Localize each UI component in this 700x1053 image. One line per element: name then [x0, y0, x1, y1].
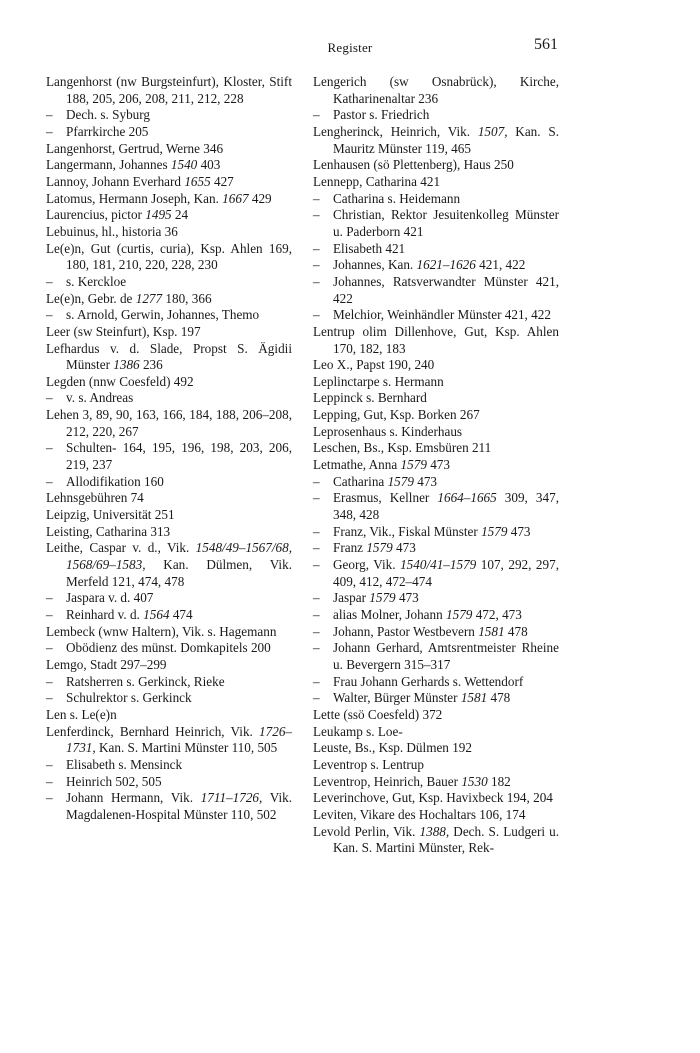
index-entry — [313, 390, 559, 407]
index-entry — [46, 341, 292, 374]
index-entry — [46, 291, 292, 308]
dash-marker: – — [46, 440, 53, 456]
entry-text: Letmathe, Anna — [313, 457, 401, 473]
index-entry — [313, 407, 559, 424]
entry-year: 1579 — [387, 473, 414, 489]
entry-year: 1579 — [400, 457, 427, 473]
dash-marker: – — [46, 773, 53, 789]
entry-text: Langenhorst (nw Burgsteinfurt), Kloster, Stift 188, 205, 206, 208, 211, 212, 228 — [46, 74, 292, 106]
entry-text: Christian, Rektor Jesuitenkolleg Münster u. Paderborn 421 — [333, 207, 559, 239]
entry-text: 472, 473 — [472, 607, 522, 622]
index-subentry — [46, 274, 292, 291]
entry-year: 1507, — [477, 123, 508, 139]
index-subentry — [313, 207, 559, 240]
entry-year: 1667 — [222, 190, 249, 206]
dash-marker: – — [46, 640, 53, 656]
entry-text: Lepping, Gut, Ksp. Borken 267 — [313, 407, 480, 423]
entry-year: 1540 — [170, 157, 198, 173]
dash-marker: – — [313, 607, 320, 622]
index-subentry — [46, 440, 292, 473]
index-entry — [46, 490, 292, 507]
dash-marker: – — [313, 640, 320, 656]
index-entry — [313, 757, 559, 774]
index-entry — [313, 807, 559, 824]
entry-year: 1579 — [366, 540, 393, 556]
entry-text: Le(e)n, Gut (curtis, curia), Ksp. Ahlen 169, 180, 181, 210, 220, 228, 230 — [46, 240, 292, 273]
index-entry — [313, 324, 559, 357]
index-subentry — [313, 607, 559, 624]
index-entry — [313, 724, 559, 741]
entry-text: Georg, Vik. — [333, 557, 401, 573]
entry-text: Lenferdinck, Bernhard Heinrich, Vik. — [46, 723, 260, 739]
index-subentry — [313, 690, 559, 707]
dash-marker: – — [46, 307, 53, 323]
entry-text: 403 — [197, 157, 221, 173]
entry-text: Langenhorst, Gertrud, Werne 346 — [46, 140, 224, 156]
entry-year: 1495 — [145, 207, 172, 223]
index-entry — [313, 790, 559, 807]
dash-marker: – — [313, 490, 320, 506]
index-subentry — [313, 524, 559, 541]
entry-year: 1711–1726, — [200, 790, 263, 806]
entry-text: 182 — [487, 773, 511, 789]
entry-text: Kan. Dülmen, Vik. Merfeld 121, 474, 478 — [66, 557, 292, 589]
entry-year: 1581 — [478, 623, 505, 639]
index-entry — [46, 657, 292, 674]
entry-year: 1726–1731, — [66, 723, 292, 756]
entry-text: Leverinchove, Gut, Ksp. Havixbeck 194, 204 — [313, 790, 553, 806]
entry-text: s. Arnold, Gerwin, Johannes, Themo — [66, 307, 260, 323]
entry-text: 427 — [210, 173, 234, 189]
entry-text: Johann Hermann, Vik. — [66, 790, 201, 806]
dash-marker: – — [313, 673, 320, 689]
dash-marker: – — [313, 590, 320, 606]
entry-text: Ratsherren s. Gerkinck, Rieke — [66, 673, 225, 689]
entry-text: 180, 366 — [162, 290, 212, 306]
entry-text: Johann Gerhard, Amtsrentmeister Rheine u. Bevergern 315–317 — [333, 640, 559, 672]
index-subentry — [46, 757, 292, 774]
entry-text: Lette (ssö Coesfeld) 372 — [313, 706, 443, 722]
entry-text: Legden (nnw Coesfeld) 492 — [46, 373, 194, 389]
index-entry — [313, 174, 559, 191]
entry-text: Elisabeth 421 — [333, 240, 406, 256]
entry-text: Pfarrkirche 205 — [66, 123, 149, 139]
index-subentry — [46, 607, 292, 624]
index-entry — [46, 707, 292, 724]
index-entry — [313, 824, 559, 857]
index-subentry — [313, 257, 559, 274]
entry-text: Leer (sw Steinfurt), Ksp. 197 — [46, 323, 201, 339]
index-entry — [313, 74, 559, 107]
dash-marker: – — [46, 673, 53, 689]
index-subentry — [313, 674, 559, 691]
dash-marker: – — [46, 390, 53, 406]
entry-text: Leithe, Caspar v. d., Vik. — [46, 540, 196, 556]
entry-text: Leipzig, Universität 251 — [46, 507, 175, 523]
entry-year: 1655 — [184, 173, 211, 189]
index-subentry — [46, 790, 292, 823]
index-subentry — [46, 774, 292, 791]
entry-text: Latomus, Hermann Joseph, Kan. — [46, 190, 223, 206]
entry-text: Dech. S. Ludgeri u. Kan. S. Martini Münster, Rek- — [333, 823, 559, 856]
dash-marker: – — [313, 540, 320, 556]
index-entry — [313, 357, 559, 374]
entry-text: 473 — [426, 457, 450, 473]
entry-text: Len s. Le(e)n — [46, 706, 117, 722]
dash-marker: – — [46, 473, 53, 489]
entry-text: Levold Perlin, Vik. — [313, 823, 420, 839]
entry-text: Franz — [333, 540, 367, 556]
entry-year: 1579 — [446, 607, 473, 622]
index-entry — [46, 224, 292, 241]
entry-text: Jaspara v. d. 407 — [66, 590, 154, 606]
index-entry — [46, 624, 292, 641]
entry-year: 1388, — [419, 823, 450, 839]
dash-marker: – — [313, 240, 320, 256]
entry-text: Walter, Bürger Münster — [333, 690, 461, 706]
index-entry — [313, 707, 559, 724]
running-title: Register — [327, 40, 373, 55]
entry-year: 1548/49–1567/68, 1568/69–1583, — [66, 540, 292, 573]
entry-text: 474 — [169, 607, 193, 622]
entry-text: Jaspar — [333, 590, 370, 606]
index-subentry — [46, 390, 292, 407]
entry-text: Lehnsgebühren 74 — [46, 490, 144, 506]
dash-marker: – — [46, 607, 53, 622]
entry-year: 1621–1626 — [416, 257, 476, 273]
entry-text: Dech. s. Syburg — [66, 107, 151, 123]
index-subentry — [46, 124, 292, 141]
index-entry — [46, 724, 292, 757]
entry-year: 1386 — [113, 357, 140, 373]
entry-text: Leukamp s. Loe- — [313, 723, 403, 739]
index-subentry — [313, 490, 559, 523]
index-subentry — [313, 107, 559, 124]
index-entry — [46, 540, 292, 590]
index-subentry — [46, 107, 292, 124]
index-entry — [46, 407, 292, 440]
entry-text: Lengherinck, Heinrich, Vik. — [313, 123, 478, 139]
page-number: 561 — [534, 36, 558, 53]
entry-text: 107, 292, 297, 409, 412, 472–474 — [333, 557, 559, 589]
index-subentry — [313, 540, 559, 557]
entry-text: 473 — [392, 540, 416, 556]
entry-text: 478 — [487, 690, 511, 706]
entry-text: Frau Johann Gerhards s. Wettendorf — [333, 673, 524, 689]
index-subentry — [46, 640, 292, 657]
dash-marker: – — [46, 790, 53, 806]
index-subentry — [46, 590, 292, 607]
dash-marker: – — [313, 190, 320, 206]
entry-text: Leprosenhaus s. Kinderhaus — [313, 423, 463, 439]
entry-text: alias Molner, Johann — [333, 607, 447, 622]
index-entry — [46, 157, 292, 174]
entry-text: Leisting, Catharina 313 — [46, 523, 171, 539]
index-column-right — [313, 74, 559, 857]
entry-text: Johannes, Kan. — [333, 257, 417, 273]
index-entry — [313, 740, 559, 757]
entry-text: Catharina s. Heidemann — [333, 190, 461, 206]
index-entry — [313, 440, 559, 457]
index-entry — [313, 774, 559, 791]
entry-text: Lebuinus, hl., historia 36 — [46, 223, 178, 239]
entry-text: s. Kerckloe — [66, 273, 127, 289]
dash-marker: – — [313, 623, 320, 639]
entry-text: Lengerich (sw Osnabrück), Kirche, Katharinenaltar 236 — [313, 74, 559, 106]
entry-text: Kan. S. Martini Münster 110, 505 — [95, 740, 278, 756]
entry-text: Lenhausen (sö Plettenberg), Haus 250 — [313, 157, 514, 173]
entry-text: Erasmus, Kellner — [333, 490, 438, 506]
index-entry — [46, 207, 292, 224]
dash-marker: – — [46, 756, 53, 772]
dash-marker: – — [46, 123, 53, 139]
entry-text: 478 — [504, 623, 528, 639]
dash-marker: – — [46, 590, 53, 606]
index-entry — [46, 324, 292, 341]
entry-text: Johannes, Ratsverwandter Münster 421, 422 — [333, 273, 559, 306]
entry-year: 1277 — [135, 290, 163, 306]
entry-text: Elisabeth s. Mensinck — [66, 756, 183, 772]
entry-text: Leventrop s. Lentrup — [313, 756, 424, 772]
entry-text: Lembeck (wnw Haltern), Vik. s. Hagemann — [46, 623, 277, 639]
entry-text: Leschen, Bs., Ksp. Emsbüren 211 — [313, 440, 492, 456]
entry-text: Reinhard v. d. — [66, 607, 144, 622]
index-subentry — [313, 557, 559, 590]
index-entry — [46, 174, 292, 191]
dash-marker: – — [313, 690, 320, 706]
dash-marker: – — [46, 690, 53, 706]
index-column-left — [46, 74, 292, 824]
entry-text: 236 — [139, 357, 163, 373]
entry-year: 1579 — [369, 590, 396, 606]
entry-text: Leuste, Bs., Ksp. Dülmen 192 — [313, 740, 472, 756]
index-subentry — [313, 191, 559, 208]
dash-marker: – — [313, 523, 320, 539]
index-entry — [46, 191, 292, 208]
index-entry — [313, 124, 559, 157]
dash-marker: – — [313, 473, 320, 489]
entry-text: Lennepp, Catharina 421 — [313, 173, 441, 189]
index-subentry — [46, 474, 292, 491]
index-entry — [46, 524, 292, 541]
entry-text: Obödienz des münst. Domkapitels 200 — [66, 640, 271, 656]
index-entry — [46, 507, 292, 524]
entry-text: Allodifikation 160 — [66, 473, 164, 489]
entry-text: Leo X., Papst 190, 240 — [313, 357, 435, 373]
entry-text: 473 — [507, 523, 531, 539]
entry-text: 473 — [395, 590, 419, 606]
index-subentry — [46, 674, 292, 691]
entry-text: Franz, Vik., Fiskal Münster — [333, 523, 482, 539]
entry-year: 1664–1665 — [437, 490, 497, 506]
entry-text: Catharina — [333, 473, 388, 489]
entry-text: Lannoy, Johann Everhard — [46, 173, 185, 189]
entry-text: Lehen 3, 89, 90, 163, 166, 184, 188, 206–208, 212, 220, 267 — [46, 407, 292, 439]
entry-text: Lentrup olim Dillenhove, Gut, Ksp. Ahlen 170, 182, 183 — [313, 323, 559, 356]
index-entry — [46, 241, 292, 274]
dash-marker: – — [313, 557, 320, 573]
index-entry — [46, 74, 292, 107]
index-entry — [313, 374, 559, 391]
dash-marker: – — [313, 107, 320, 123]
entry-text: Schulten- 164, 195, 196, 198, 203, 206, 219, 237 — [66, 440, 292, 473]
index-subentry — [313, 241, 559, 258]
index-subentry — [46, 690, 292, 707]
dash-marker: – — [46, 107, 53, 123]
entry-year: 1581 — [460, 690, 488, 706]
entry-text: Vik. Magdalenen-Hospital Münster 110, 502 — [66, 790, 292, 822]
index-subentry — [313, 590, 559, 607]
dash-marker: – — [46, 273, 53, 289]
entry-text: Langermann, Johannes — [46, 157, 171, 173]
entry-text: Pastor s. Friedrich — [333, 107, 430, 123]
index-subentry — [313, 624, 559, 641]
entry-text: Leventrop, Heinrich, Bauer — [313, 773, 462, 789]
index-subentry — [46, 307, 292, 324]
index-subentry — [313, 307, 559, 324]
entry-text: Heinrich 502, 505 — [66, 773, 162, 789]
entry-text: Lefhardus v. d. Slade, Propst S. Ägidii Münster — [46, 340, 292, 373]
entry-text: Kan. S. Mauritz Münster 119, 465 — [333, 123, 559, 156]
dash-marker: – — [313, 257, 320, 273]
entry-text: v. s. Andreas — [66, 390, 134, 406]
entry-text: 309, 347, 348, 428 — [333, 490, 559, 523]
index-entry — [313, 457, 559, 474]
entry-text: Le(e)n, Gebr. de — [46, 290, 136, 306]
entry-year: 1540/41–1579 — [400, 557, 477, 573]
entry-text: 429 — [248, 190, 272, 206]
entry-text: 421, 422 — [475, 257, 526, 273]
entry-text: Leplinctarpe s. Hermann — [313, 373, 444, 389]
dash-marker: – — [313, 273, 320, 289]
index-subentry — [313, 274, 559, 307]
entry-text: Leviten, Vikare des Hochaltars 106, 174 — [313, 806, 526, 822]
entry-text: Schulrektor s. Gerkinck — [66, 690, 192, 706]
entry-text: Johann, Pastor Westbevern — [333, 623, 479, 639]
dash-marker: – — [313, 207, 320, 223]
index-entry — [313, 424, 559, 441]
index-subentry — [313, 474, 559, 491]
entry-text: 24 — [171, 207, 189, 223]
entry-year: 1564 — [143, 607, 170, 622]
index-entry — [46, 141, 292, 158]
index-subentry — [313, 640, 559, 673]
entry-year: 1579 — [481, 523, 508, 539]
dash-marker: – — [313, 307, 320, 323]
entry-year: 1530 — [461, 773, 488, 789]
entry-text: Laurencius, pictor — [46, 207, 146, 223]
entry-text: 473 — [413, 473, 438, 489]
index-entry — [313, 157, 559, 174]
entry-text: Melchior, Weinhändler Münster 421, 422 — [333, 307, 551, 323]
entry-text: Lemgo, Stadt 297–299 — [46, 656, 167, 672]
entry-text: Leppinck s. Bernhard — [313, 390, 427, 406]
index-entry — [46, 374, 292, 391]
